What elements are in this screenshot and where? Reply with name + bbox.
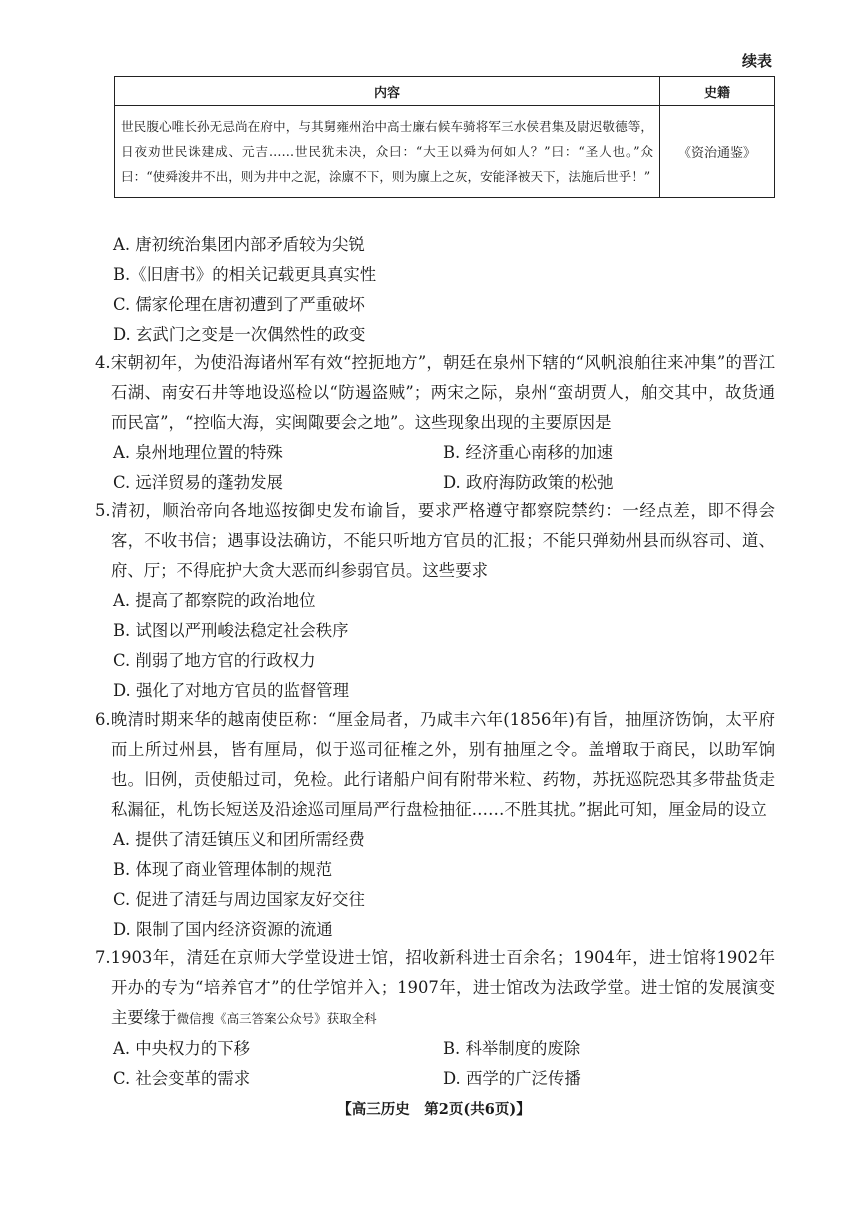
q6-option-d[interactable]: D. 限制了国内经济资源的流通 — [113, 920, 333, 939]
source-table — [114, 76, 775, 198]
q4-option-b[interactable]: B. 经济重心南移的加速 — [443, 443, 613, 462]
q3-option-c[interactable]: C. 儒家伦理在唐初遭到了严重破坏 — [113, 295, 365, 314]
table-header-source: 史籍 — [660, 77, 775, 106]
continued-label: 续表 — [741, 52, 772, 70]
table-cell-source: 《资治通鉴》 — [660, 106, 775, 198]
question-7 — [95, 943, 775, 1094]
watermark-text: 微信搜《高三答案公众号》获取全科 — [176, 1011, 377, 1026]
q6-stem: 6.晚清时期来华的越南使臣称：“厘金局者，乃咸丰六年(1856年)有旨，抽厘济饬饷，太平府而上所过州县，皆有厘局，似于巡司征榷之外，别有抽厘之令。盖增取于商民，以助军饷也。旧例，贡使船过司，免检。此行诸船户间有附带米粒、药物，苏抚巡院恐其多带盐货走私漏征，札饬长短送及沿途巡司厘局严行盘检抽征……不胜其扰。”据此可知，厘金局的设立 — [95, 710, 775, 819]
q6-option-c[interactable]: C. 促进了清廷与周边国家友好交往 — [113, 890, 365, 909]
q5-option-b[interactable]: B. 试图以严刑峻法稳定社会秩序 — [113, 621, 349, 640]
q4-options — [95, 438, 775, 498]
q7-option-d[interactable]: D. 西学的广泛传播 — [443, 1069, 581, 1088]
table-header-row — [115, 77, 775, 106]
q7-option-c[interactable]: C. 社会变革的需求 — [113, 1069, 251, 1088]
page-footer: 【高三历史 第2页(共6页)】 — [337, 1101, 531, 1118]
q7-options — [95, 1034, 775, 1094]
q5-option-a[interactable]: A. 提高了都察院的政治地位 — [113, 591, 316, 610]
q4-stem: 4.宋朝初年，为使沿海诸州军有效“控扼地方”，朝廷在泉州下辖的“风帆浪舶往来冲集”的晋江石湖、南安石井等地设巡检以“防遏盗贼”；两宋之际，泉州“蛮胡贾人，舶交其中，故货通而民富”，“控临大海，实闽陬要会之地”。这些现象出现的主要原因是 — [95, 353, 775, 432]
q7-option-a[interactable]: A. 中央权力的下移 — [113, 1039, 250, 1058]
q6-option-a[interactable]: A. 提供了清廷镇压义和团所需经费 — [113, 830, 365, 849]
question-5 — [95, 496, 775, 706]
question-6 — [95, 705, 775, 945]
q3-option-d[interactable]: D. 玄武门之变是一次偶然性的政变 — [113, 325, 366, 344]
q7-option-b[interactable]: B. 科举制度的废除 — [443, 1039, 581, 1058]
question-3-options — [95, 230, 775, 350]
q4-option-d[interactable]: D. 政府海防政策的松弛 — [443, 473, 614, 492]
table-cell-content: 世民腹心唯长孙无忌尚在府中，与其舅雍州治中高士廉右候车骑将军三水侯君集及尉迟敬德等，日夜劝世民诛建成、元吉……世民犹未决，众曰：“大王以舜为何如人？”曰：“圣人也。”众曰：“使舜浚井不出，则为井中之泥，涂廪不下，则为廪上之灰，安能泽被天下，法施后世乎！” — [115, 106, 660, 198]
q5-option-d[interactable]: D. 强化了对地方官员的监督管理 — [113, 681, 350, 700]
q4-option-c[interactable]: C. 远洋贸易的蓬勃发展 — [113, 473, 283, 492]
q5-option-c[interactable]: C. 削弱了地方官的行政权力 — [113, 651, 316, 670]
q5-stem: 5.清初，顺治帝向各地巡按御史发布谕旨，要求严格遵守都察院禁约：一经点差，即不得会客，不收书信；遇事设法确访，不能只听地方官员的汇报；不能只弹劾州县而纵容司、道、府、厅；不得庇护大贪大恶而纠参弱官员。这些要求 — [95, 501, 775, 580]
q7-stem — [95, 943, 775, 1034]
q3-option-b[interactable]: B.《旧唐书》的相关记载更具真实性 — [113, 265, 377, 284]
q4-option-a[interactable]: A. 泉州地理位置的特殊 — [113, 443, 283, 462]
q3-option-a[interactable]: A. 唐初统治集团内部矛盾较为尖锐 — [113, 235, 365, 254]
table-header-content: 内容 — [115, 77, 660, 106]
q7-stem-text: 7.1903年，清廷在京师大学堂设进士馆，招收新科进士百余名；1904年，进士馆将1902年开办的专为“培养官才”的仕学馆并入；1907年，进士馆改为法政学堂。进士馆的发展演变主要缘于 — [95, 948, 775, 1027]
question-4 — [95, 348, 775, 498]
table-row — [115, 106, 775, 198]
q6-option-b[interactable]: B. 体现了商业管理体制的规范 — [113, 860, 333, 879]
